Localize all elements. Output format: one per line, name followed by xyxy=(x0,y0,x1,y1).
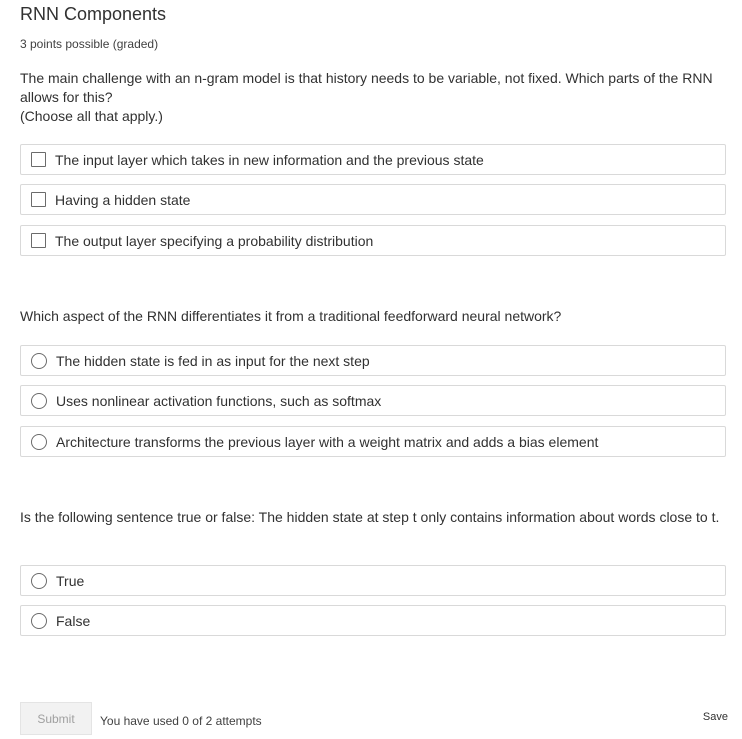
q2-prompt: Which aspect of the RNN differentiates it from a traditional feedforward neural network? xyxy=(20,308,562,324)
q1-option-1[interactable] xyxy=(20,144,726,175)
q3-option-false[interactable] xyxy=(20,605,726,636)
save-button[interactable]: Save xyxy=(702,711,728,723)
option-label: Uses nonlinear activation functions, such as softmax xyxy=(56,392,382,409)
option-label: The hidden state is fed in as input for the next step xyxy=(56,352,370,369)
checkbox[interactable] xyxy=(31,192,46,207)
radio-button[interactable] xyxy=(31,573,47,589)
checkbox[interactable] xyxy=(31,233,46,248)
q3-prompt: Is the following sentence true or false: The hidden state at step t only contains information about words close to t. xyxy=(20,509,720,525)
q2-option-3[interactable] xyxy=(20,426,726,457)
q3-option-true[interactable] xyxy=(20,565,726,596)
option-label: Having a hidden state xyxy=(55,191,191,208)
option-label: False xyxy=(56,612,91,629)
radio-button[interactable] xyxy=(31,393,47,409)
q1-option-2[interactable] xyxy=(20,184,726,215)
attempts-text: You have used 0 of 2 attempts xyxy=(100,714,262,728)
option-label: The output layer specifying a probability distribution xyxy=(55,232,374,249)
q1-option-3[interactable] xyxy=(20,225,726,256)
q2-option-1[interactable] xyxy=(20,345,726,376)
q1-prompt-text: The main challenge with an n-gram model is that history needs to be variable, not fixed. Which parts of the RNN allows for this? xyxy=(20,70,713,105)
radio-button[interactable] xyxy=(31,434,47,450)
problem-title: RNN Components xyxy=(20,4,167,24)
submit-button[interactable]: Submit xyxy=(20,702,92,735)
radio-button[interactable] xyxy=(31,613,47,629)
q1-prompt-instruction: (Choose all that apply.) xyxy=(20,108,163,124)
radio-button[interactable] xyxy=(31,353,47,369)
option-label: The input layer which takes in new information and the previous state xyxy=(55,151,484,168)
option-label: Architecture transforms the previous layer with a weight matrix and adds a bias element xyxy=(56,433,599,450)
option-label: True xyxy=(56,572,85,589)
q2-option-2[interactable] xyxy=(20,385,726,416)
points-possible: 3 points possible (graded) xyxy=(20,37,159,51)
q1-prompt xyxy=(20,69,720,126)
checkbox[interactable] xyxy=(31,152,46,167)
